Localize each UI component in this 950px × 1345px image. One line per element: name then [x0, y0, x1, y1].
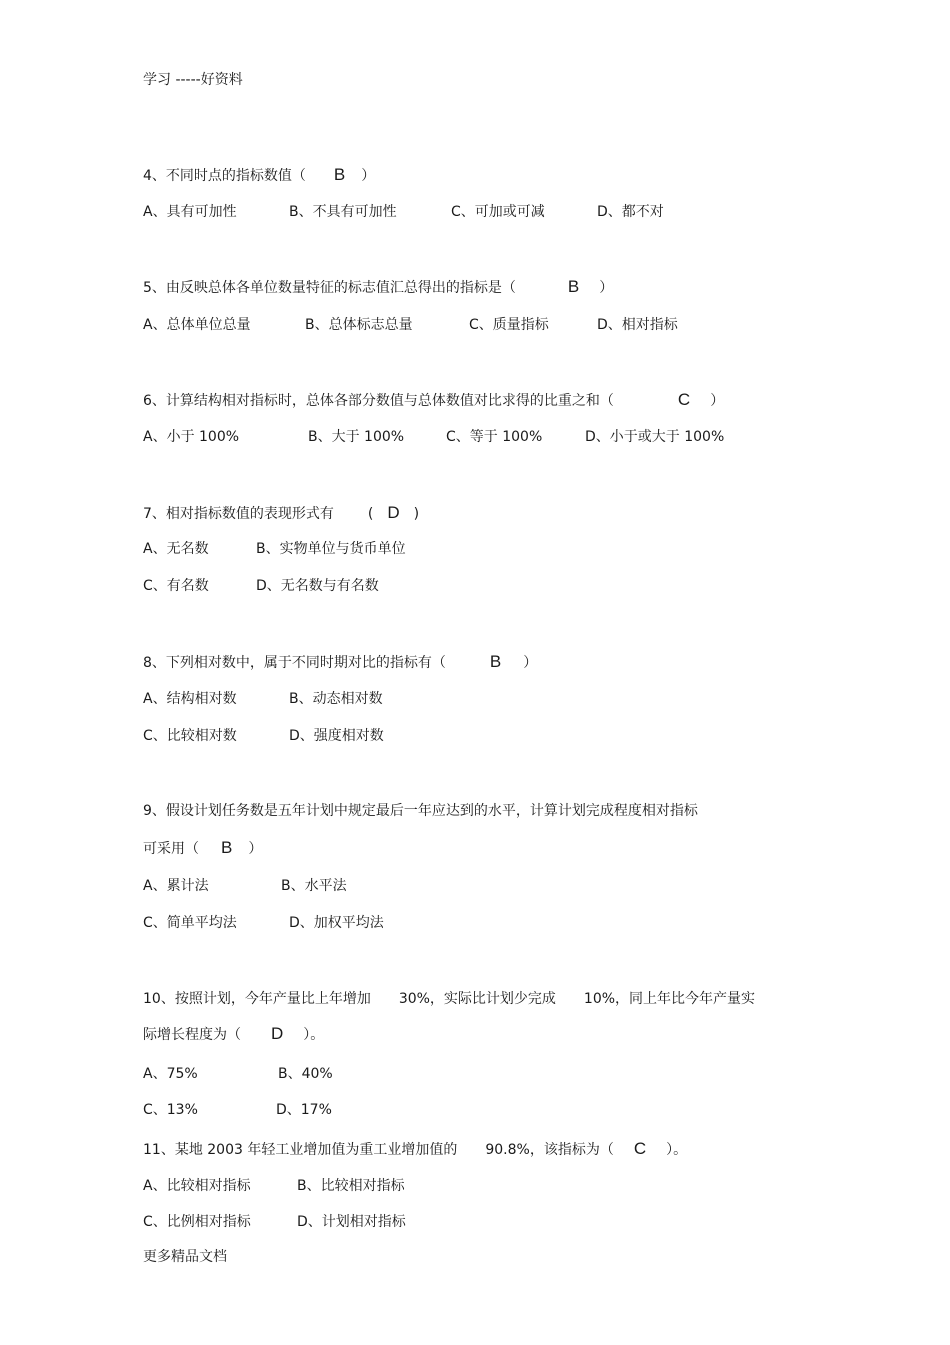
option-c: C、比较相对数: [143, 728, 237, 744]
answer-letter: B: [333, 165, 346, 184]
answer-letter: D: [271, 1024, 284, 1043]
stem-open: (: [367, 506, 374, 522]
option-a: A、比较相对指标: [143, 1178, 251, 1194]
answer-letter: D: [387, 503, 400, 522]
stem-close: ）。: [666, 1142, 688, 1158]
question-11-stem: [143, 1139, 687, 1160]
option-c: C、可加或可减: [451, 204, 545, 220]
option-c: C、质量指标: [469, 317, 549, 333]
question-8-stem: [143, 652, 537, 673]
stem-text: 7、相对指标数值的表现形式有: [143, 506, 334, 522]
option-a: A、累计法: [143, 878, 209, 894]
question-7-stem: [143, 503, 419, 524]
stem-text: 4、不同时点的指标数值（: [143, 168, 306, 184]
question-10-stem: 10、按照计划，今年产量比上年增加 30%，实际比计划少完成 10%，同上年比今年产量实: [143, 991, 756, 1007]
stem-close: ）: [248, 841, 263, 857]
option-d: D、计划相对指标: [297, 1214, 406, 1230]
answer-letter: B: [567, 277, 580, 296]
option-b: B、比较相对指标: [297, 1178, 405, 1194]
option-b: B、40%: [278, 1066, 333, 1082]
option-b: B、大于 100%: [308, 429, 405, 445]
question-5-stem: [143, 277, 613, 298]
stem-close: ）: [710, 393, 725, 409]
option-b: B、总体标志总量: [305, 317, 413, 333]
stem-text: 6、计算结构相对指标时，总体各部分数值与总体数值对比求得的比重之和（: [143, 393, 614, 409]
stem-text: 8、下列相对数中，属于不同时期对比的指标有（: [143, 655, 446, 671]
stem-close: ): [413, 506, 420, 522]
option-c: C、简单平均法: [143, 915, 237, 931]
option-c: C、等于 100%: [446, 429, 543, 445]
option-b: B、实物单位与货币单位: [256, 541, 406, 557]
question-10-stem-cont: [143, 1024, 324, 1045]
stem-text: 5、由反映总体各单位数量特征的标志值汇总得出的指标是（: [143, 280, 516, 296]
option-d: D、17%: [276, 1102, 332, 1118]
stem-close: ）: [523, 655, 538, 671]
answer-letter: C: [677, 390, 691, 409]
option-c: C、13%: [143, 1102, 198, 1118]
answer-letter: B: [221, 838, 233, 857]
stem-text: 可采用（: [143, 841, 199, 857]
option-c: C、有名数: [143, 578, 209, 594]
option-d: D、都不对: [597, 204, 664, 220]
option-a: A、75%: [143, 1066, 198, 1082]
option-d: D、加权平均法: [289, 915, 384, 931]
option-b: B、水平法: [281, 878, 347, 894]
page-footer: 更多精品文档: [143, 1249, 227, 1265]
option-b: B、动态相对数: [289, 691, 383, 707]
answer-letter: C: [633, 1139, 647, 1158]
option-d: D、强度相对数: [289, 728, 384, 744]
question-9-stem: 9、假设计划任务数是五年计划中规定最后一年应达到的水平，计算计划完成程度相对指标: [143, 803, 698, 819]
option-a: A、小于 100%: [143, 429, 240, 445]
option-d: D、无名数与有名数: [256, 578, 379, 594]
option-a: A、结构相对数: [143, 691, 237, 707]
stem-text: 际增长程度为（: [143, 1027, 241, 1043]
answer-letter: B: [489, 652, 502, 671]
option-d: D、小于或大于 100%: [585, 429, 725, 445]
option-a: A、具有可加性: [143, 204, 237, 220]
page-header: 学习 -----好资料: [143, 72, 243, 88]
stem-close: ）: [599, 280, 614, 296]
option-b: B、不具有可加性: [289, 204, 397, 220]
question-9-stem-cont: [143, 838, 262, 859]
option-a: A、无名数: [143, 541, 209, 557]
option-c: C、比例相对指标: [143, 1214, 251, 1230]
stem-close: ）: [361, 168, 376, 184]
option-a: A、总体单位总量: [143, 317, 251, 333]
option-d: D、相对指标: [597, 317, 678, 333]
question-4-stem: [143, 165, 375, 186]
question-6-stem: [143, 390, 724, 411]
stem-text: 11、某地 2003 年轻工业增加值为重工业增加值的 90.8%，该指标为（: [143, 1142, 614, 1158]
stem-close: ）。: [303, 1027, 325, 1043]
